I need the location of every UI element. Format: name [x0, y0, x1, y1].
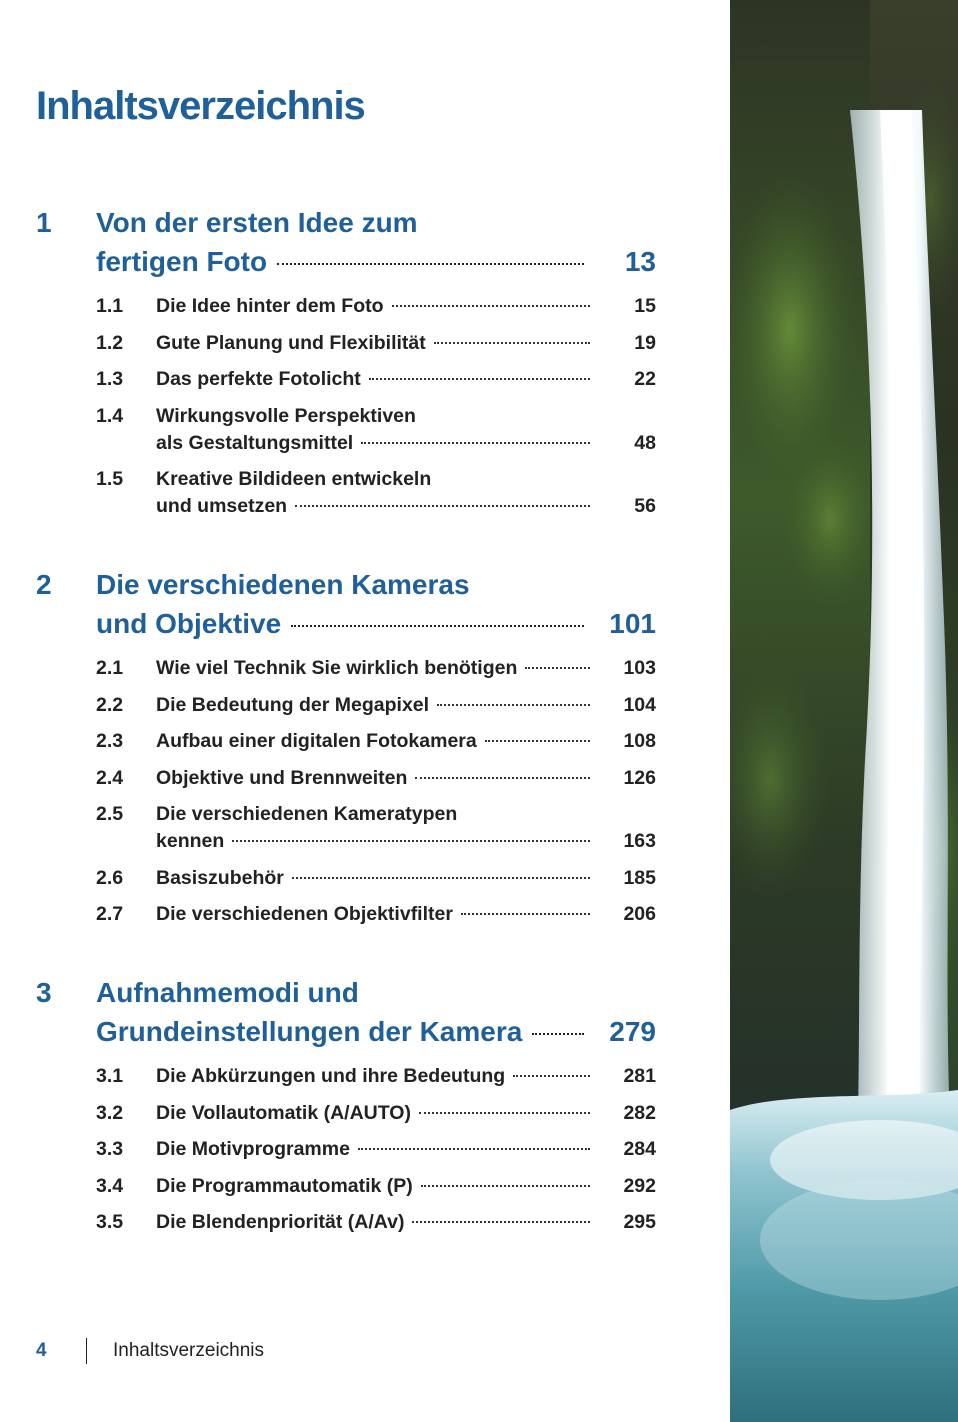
- section-number: 2.2: [96, 693, 124, 716]
- section-title: Die Bedeutung der Megapixel: [156, 693, 430, 716]
- section-title: Die Motivprogramme: [156, 1138, 350, 1160]
- toc-entry-2-4[interactable]: [36, 765, 656, 792]
- dot-leader: [434, 342, 590, 344]
- section-number: 2.3: [96, 730, 124, 752]
- section-page-number: 56: [634, 495, 656, 517]
- section-title: Die verschiedenen Kameratypen: [156, 803, 458, 825]
- section-title-cont: kennen: [156, 830, 225, 852]
- toc-entry-3-5[interactable]: [36, 1209, 656, 1236]
- section-title: Basiszubehör: [156, 866, 284, 889]
- footer-running-title: Inhaltsverzeichnis: [113, 1340, 265, 1361]
- chapter-heading[interactable]: [36, 203, 656, 281]
- chapter-title-line2: Grundeinstellungen der Kamera: [96, 1016, 523, 1047]
- chapter-title-line2: fertigen Foto: [96, 246, 268, 277]
- section-title: Die Blendenpriorität (A/Av): [156, 1211, 405, 1233]
- toc-entry-1-2[interactable]: [36, 330, 656, 357]
- chapter-page-number: 13: [624, 246, 656, 277]
- toc-entry-1-4[interactable]: [36, 403, 656, 457]
- toc-entry-3-1[interactable]: [36, 1063, 656, 1090]
- chapter-title-line2: und Objektive: [96, 608, 282, 639]
- dot-leader: [419, 1112, 590, 1114]
- chapter-number: 1: [36, 207, 52, 238]
- footer-divider: [86, 1338, 87, 1364]
- toc-entry-3-2[interactable]: [36, 1100, 656, 1127]
- section-number: 2.6: [96, 866, 124, 889]
- section-page-number: 48: [634, 431, 656, 454]
- section-number: 1.2: [96, 331, 124, 354]
- toc-entry-2-5[interactable]: [36, 801, 656, 855]
- section-number: 2.5: [96, 803, 124, 825]
- chapter-title-line1: Aufnahmemodi und: [96, 977, 359, 1008]
- dot-leader: [358, 1148, 590, 1150]
- dot-leader: [461, 913, 590, 915]
- section-page-number: 15: [634, 295, 656, 317]
- chapter-title-line1: Die verschiedenen Kameras: [96, 569, 470, 600]
- section-page-number: 22: [634, 368, 656, 390]
- chapter-2: [36, 565, 656, 938]
- section-page-number: 281: [623, 1065, 656, 1087]
- section-page-number: 163: [623, 830, 656, 852]
- toc-entry-2-1[interactable]: [36, 655, 656, 682]
- chapter-page-number: 279: [609, 1016, 656, 1047]
- dot-leader: [525, 667, 590, 669]
- section-page-number: 295: [623, 1211, 656, 1233]
- section-number: 3.5: [96, 1211, 124, 1233]
- dot-leader: [485, 740, 590, 742]
- page-footer: [36, 1338, 264, 1364]
- section-page-number: 282: [623, 1101, 656, 1124]
- section-number: 1.4: [96, 404, 124, 427]
- section-title: Die Vollautomatik (A/AUTO): [156, 1101, 411, 1124]
- section-number: 2.7: [96, 903, 124, 925]
- toc-entry-1-3[interactable]: [36, 366, 656, 393]
- dot-leader: [369, 378, 590, 380]
- section-page-number: 185: [623, 866, 656, 889]
- section-page-number: 103: [623, 657, 656, 679]
- chapter-number: 3: [36, 977, 52, 1008]
- chapter-1: [36, 203, 656, 530]
- dot-leader: [292, 877, 590, 879]
- section-number: 3.3: [96, 1138, 124, 1160]
- section-title: Die Abkürzungen und ihre Bedeutung: [156, 1065, 506, 1087]
- section-number: 1.5: [96, 468, 124, 490]
- toc-entry-2-7[interactable]: [36, 901, 656, 928]
- dot-leader: [361, 442, 590, 444]
- section-title-cont: und umsetzen: [156, 495, 288, 517]
- chapter-3: [36, 973, 656, 1246]
- dot-leader: [291, 625, 584, 627]
- toc-entry-3-3[interactable]: [36, 1136, 656, 1163]
- section-title: Die Programmautomatik (P): [156, 1174, 413, 1197]
- section-page-number: 284: [623, 1138, 656, 1160]
- dot-leader: [513, 1075, 590, 1077]
- dot-leader: [277, 263, 584, 265]
- toc-entry-1-5[interactable]: [36, 466, 656, 520]
- dot-leader: [437, 704, 590, 706]
- dot-leader: [392, 305, 590, 307]
- toc-entry-2-6[interactable]: [36, 865, 656, 892]
- section-title: Die Idee hinter dem Foto: [156, 295, 384, 317]
- dot-leader: [232, 840, 590, 842]
- footer-page-number: 4: [36, 1340, 47, 1361]
- section-page-number: 104: [623, 693, 656, 716]
- section-page-number: 19: [634, 331, 656, 354]
- section-title: Gute Planung und Flexibilität: [156, 331, 426, 354]
- section-page-number: 126: [623, 766, 656, 789]
- section-page-number: 292: [623, 1174, 656, 1197]
- section-number: 2.1: [96, 657, 124, 679]
- section-title-cont: als Gestaltungsmittel: [156, 431, 354, 454]
- waterfall-photo: [730, 0, 958, 1422]
- chapter-title-line1: Von der ersten Idee zum: [96, 207, 418, 238]
- section-number: 2.4: [96, 766, 124, 789]
- section-number: 3.1: [96, 1065, 124, 1087]
- toc-entry-2-2[interactable]: [36, 692, 656, 719]
- section-title: Das perfekte Fotolicht: [156, 368, 361, 390]
- toc-entry-3-4[interactable]: [36, 1173, 656, 1200]
- section-title: Wie viel Technik Sie wirklich benötigen: [156, 657, 518, 679]
- section-title: Kreative Bildideen entwickeln: [156, 468, 432, 490]
- section-number: 3.4: [96, 1174, 124, 1197]
- toc-entry-2-3[interactable]: [36, 728, 656, 755]
- dot-leader: [295, 505, 590, 507]
- section-page-number: 206: [623, 903, 656, 925]
- section-title: Objektive und Brennweiten: [156, 766, 408, 789]
- dot-leader: [421, 1185, 590, 1187]
- dot-leader: [532, 1033, 584, 1035]
- chapter-page-number: 101: [609, 608, 656, 639]
- page-title: Inhaltsverzeichnis: [36, 84, 365, 128]
- section-number: 3.2: [96, 1101, 124, 1124]
- chapter-heading[interactable]: [36, 973, 656, 1051]
- section-number: 1.1: [96, 295, 124, 317]
- section-title: Die verschiedenen Objektivfilter: [156, 903, 453, 925]
- section-title: Aufbau einer digitalen Fotokamera: [156, 730, 477, 752]
- dot-leader: [415, 777, 590, 779]
- toc-entry-1-1[interactable]: [36, 293, 656, 320]
- section-title: Wirkungsvolle Perspektiven: [156, 404, 416, 427]
- section-page-number: 108: [623, 730, 656, 752]
- chapter-heading[interactable]: [36, 565, 656, 643]
- section-number: 1.3: [96, 368, 124, 390]
- chapter-number: 2: [36, 569, 52, 600]
- dot-leader: [412, 1221, 590, 1223]
